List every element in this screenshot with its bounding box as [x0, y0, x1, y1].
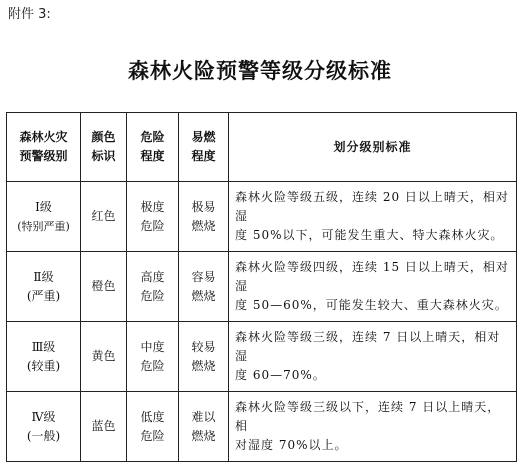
danger-line2: 危险 [140, 428, 165, 443]
header-flammable [179, 113, 229, 182]
table-row [7, 252, 517, 322]
flammable-cell [179, 182, 229, 252]
fire-warning-standard-table [6, 112, 517, 462]
table-row [7, 322, 517, 392]
danger-line2: 危险 [140, 288, 165, 303]
attachment-label: 附件 3: [8, 7, 51, 22]
danger-cell [127, 392, 179, 462]
flammable-line2: 燃烧 [191, 358, 216, 373]
danger-cell [127, 252, 179, 322]
level-name: Ⅰ级 [35, 199, 52, 214]
level-note: (一般) [26, 428, 61, 443]
level-name: Ⅳ级 [31, 409, 56, 424]
standard-cell [229, 252, 517, 322]
header-level [7, 113, 81, 182]
table-header-row [7, 113, 517, 182]
level-note: (较重) [26, 358, 61, 373]
color-cell: 黄色 [81, 322, 127, 392]
standard-line1: 森林火险等级五级，连续 20 日以上晴天，相对湿 [235, 190, 509, 223]
flammable-cell [179, 392, 229, 462]
standard-cell [229, 392, 517, 462]
danger-line2: 危险 [140, 358, 165, 373]
standard-cell [229, 322, 517, 392]
header-standard: 划分级别标准 [229, 113, 517, 182]
header-flammable-line1: 易燃 [191, 130, 216, 144]
flammable-line2: 燃烧 [191, 218, 216, 233]
color-cell: 橙色 [81, 252, 127, 322]
danger-line1: 高度 [140, 269, 165, 284]
header-danger [127, 113, 179, 182]
header-flammable-line2: 程度 [191, 149, 216, 163]
header-color-line1: 颜色 [91, 130, 116, 144]
danger-cell [127, 182, 179, 252]
standard-line1: 森林火险等级三级，连续 7 日以上晴天，相对湿 [235, 330, 501, 363]
danger-line1: 低度 [140, 409, 165, 424]
standard-line1: 森林火险等级四级，连续 15 日以上晴天，相对湿 [235, 260, 509, 293]
flammable-cell [179, 322, 229, 392]
danger-line2: 危险 [140, 218, 165, 233]
flammable-cell [179, 252, 229, 322]
danger-cell [127, 322, 179, 392]
level-note: (特别严重) [17, 219, 70, 233]
color-cell: 蓝色 [81, 392, 127, 462]
danger-line1: 中度 [140, 339, 165, 354]
color-cell: 红色 [81, 182, 127, 252]
danger-line1: 极度 [140, 199, 165, 214]
flammable-line2: 燃烧 [191, 428, 216, 443]
table-row [7, 182, 517, 252]
header-level-line2: 预警级别 [19, 149, 68, 163]
level-note: (严重) [26, 288, 61, 303]
header-level-line1: 森林火灾 [19, 130, 68, 144]
level-cell [7, 392, 81, 462]
header-color [81, 113, 127, 182]
level-name: Ⅱ级 [33, 269, 54, 284]
level-cell [7, 252, 81, 322]
header-danger-line2: 程度 [140, 149, 165, 163]
standard-line1: 森林火险等级三级以下，连续 7 日以上晴天，相 [235, 400, 501, 433]
standard-line2: 对湿度 70%以上。 [235, 438, 348, 452]
table-row [7, 392, 517, 462]
flammable-line1: 极易 [191, 199, 216, 214]
standard-line2: 度 50—60%，可能发生较大、重大森林火灾。 [235, 298, 508, 312]
standard-line2: 度 60—70%。 [235, 368, 326, 382]
level-name: Ⅲ级 [31, 339, 56, 354]
header-color-line2: 标识 [91, 149, 116, 163]
standard-cell [229, 182, 517, 252]
standard-line2: 度 50%以下，可能发生重大、特大森林火灾。 [235, 228, 504, 242]
header-danger-line1: 危险 [140, 130, 165, 144]
level-cell [7, 322, 81, 392]
level-cell [7, 182, 81, 252]
flammable-line1: 容易 [191, 269, 216, 284]
flammable-line1: 较易 [191, 339, 216, 354]
page-title: 森林火险预警等级分级标准 [128, 59, 392, 83]
flammable-line2: 燃烧 [191, 288, 216, 303]
flammable-line1: 难以 [191, 409, 216, 424]
